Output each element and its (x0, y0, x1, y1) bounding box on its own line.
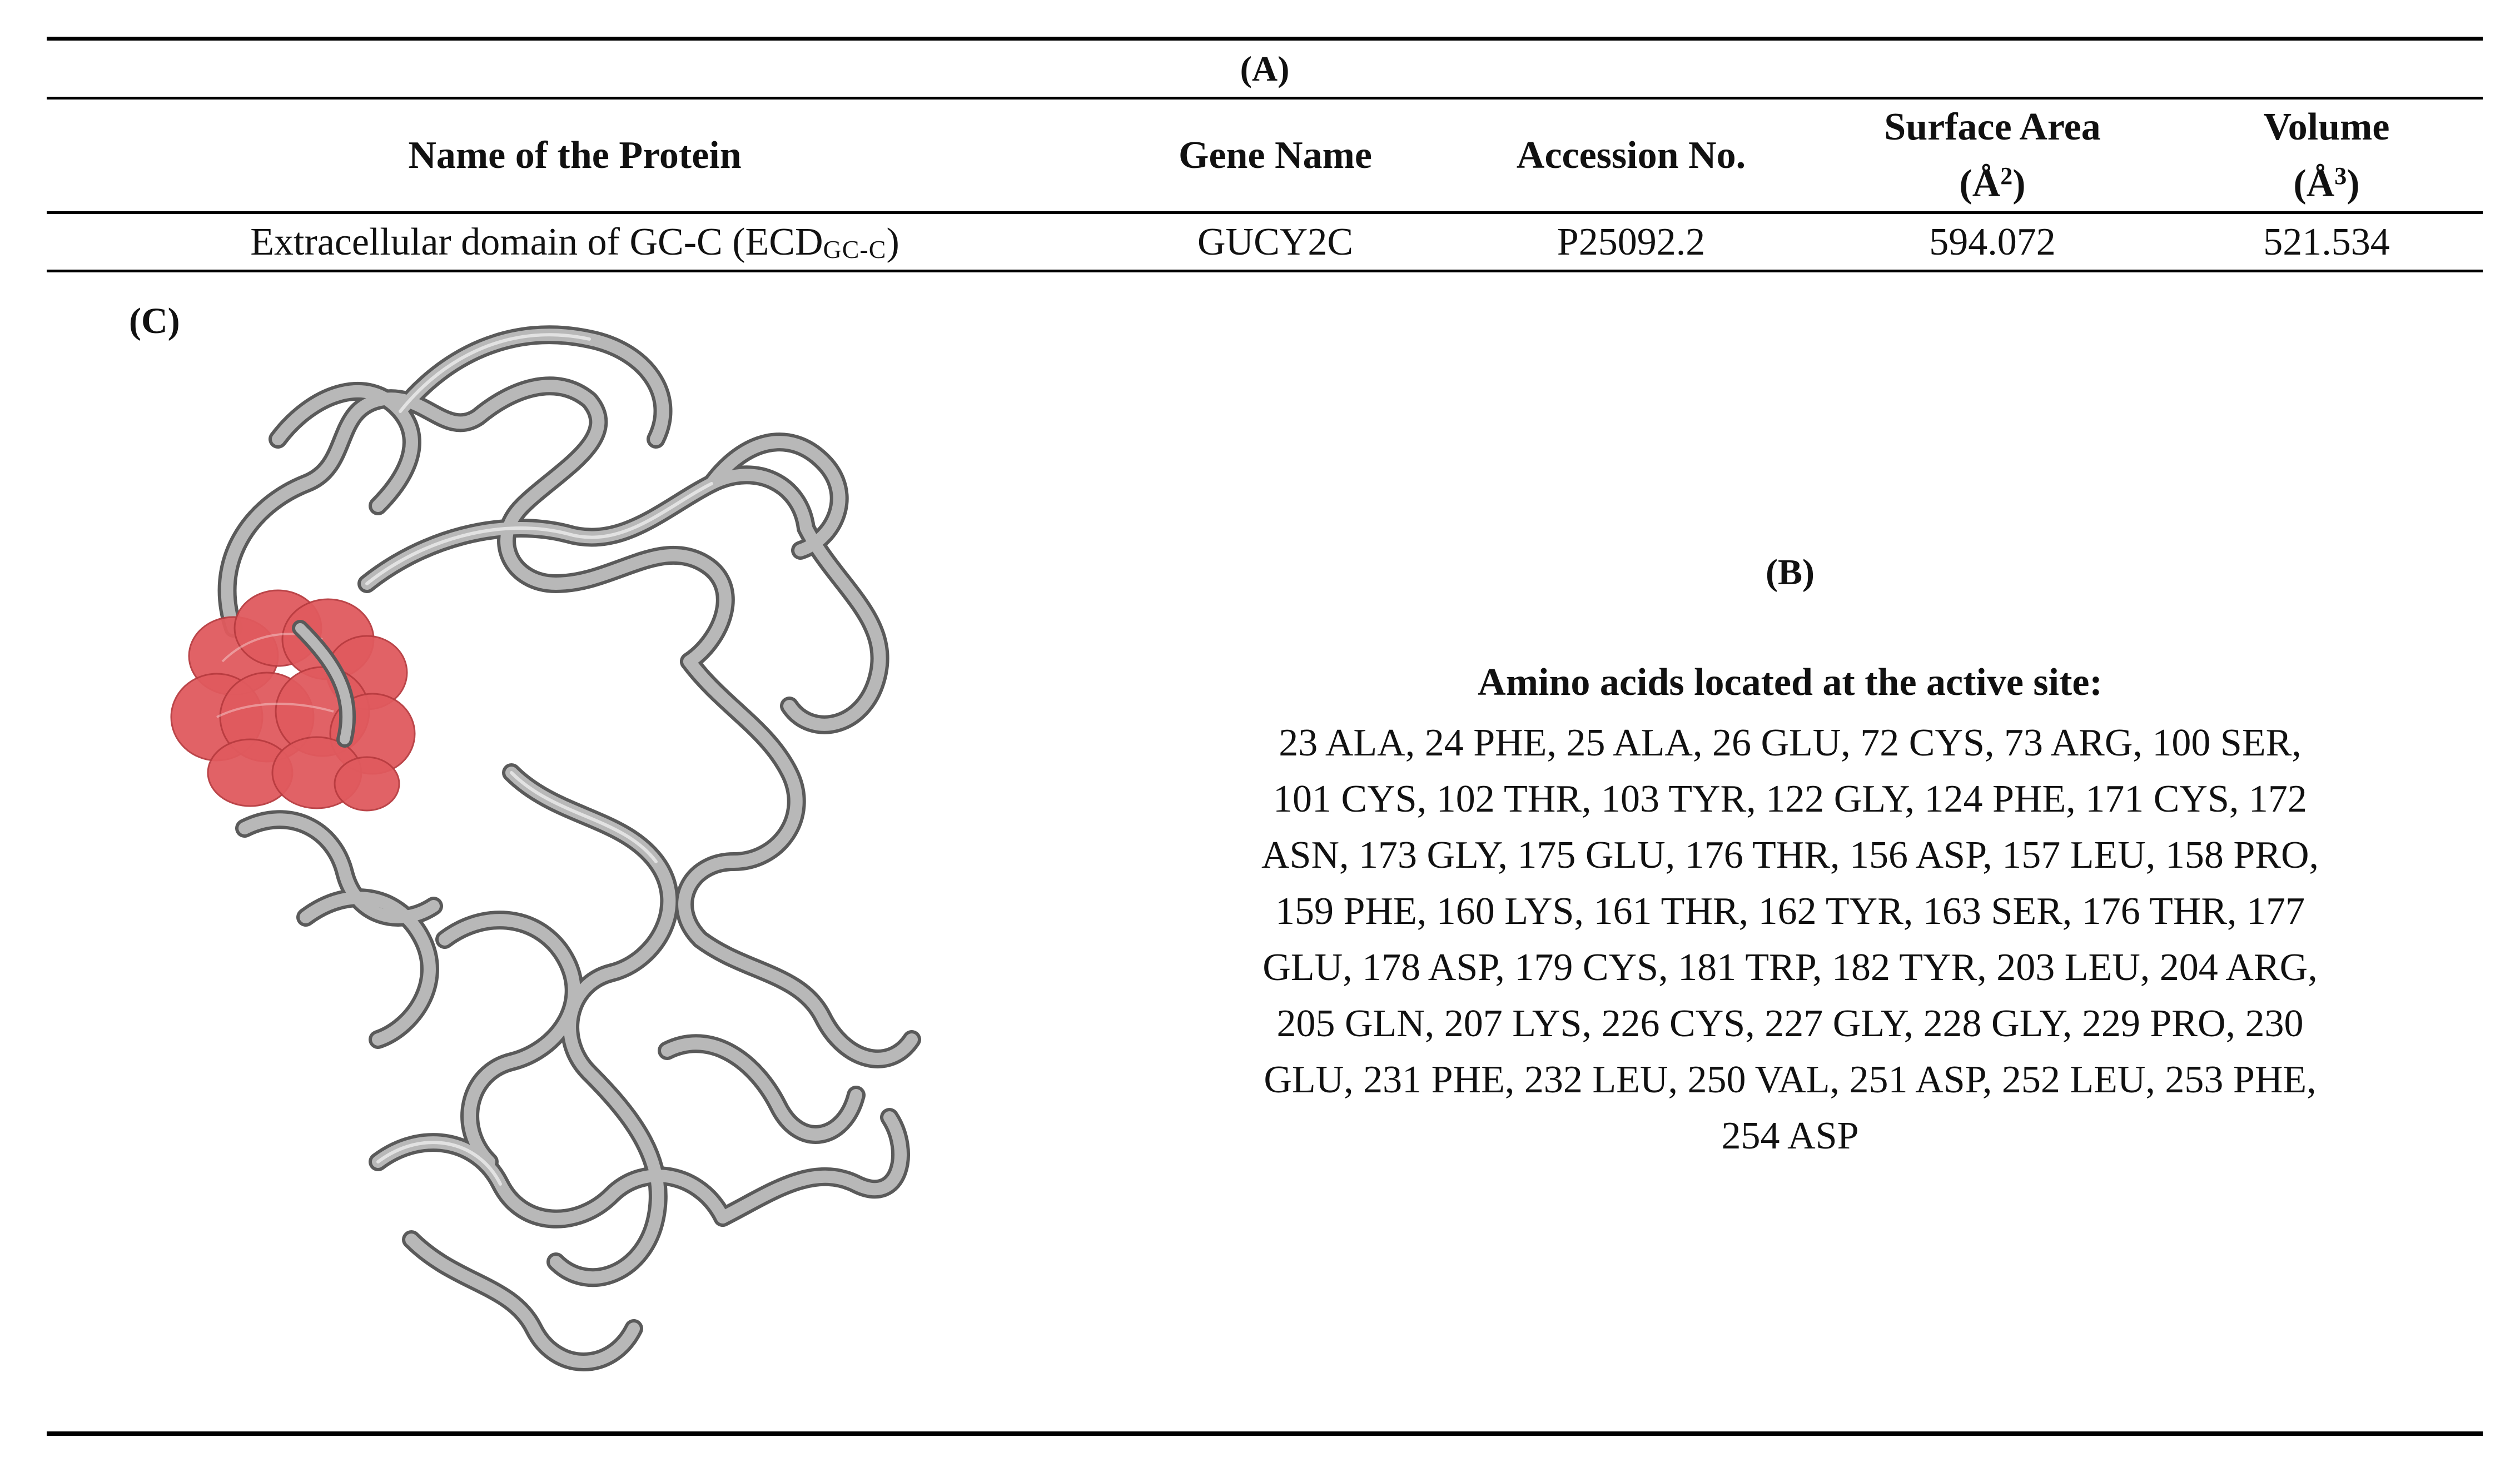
header-volume: Volume $(Å^3)$ (2170, 101, 2483, 210)
cell-protein-name: Extracellular domain of GC-C (ECDGC-C) (250, 221, 899, 263)
header-protein-name: Name of the Protein (408, 134, 742, 177)
protein-structure-image (167, 272, 978, 1423)
header-gene-name: Gene Name (1179, 134, 1372, 177)
panel-a-label: (A) (1240, 49, 1290, 88)
panel-b-label: (B) (1766, 552, 1815, 593)
active-site-title: Amino acids located at the active site: (1478, 661, 2103, 704)
residue-line: 23 ALA, 24 PHE, 25 ALA, 26 GLU, 72 CYS, 73 ARG, 100 SER, (1279, 722, 2302, 764)
active-site-residue-list (1106, 715, 2474, 1164)
residue-line: 101 CYS, 102 THR, 103 TYR, 122 GLY, 124 PHE, 171 CYS, 172 (1273, 778, 2307, 820)
cell-surface-area: 594.072 (1929, 221, 2056, 263)
header-accession: Accession No. (1516, 134, 1746, 177)
header-bottom-rule (47, 211, 2483, 214)
residue-line: 159 PHE, 160 LYS, 161 THR, 162 TYR, 163 SER, 176 THR, 177 (1275, 890, 2305, 933)
residue-line: ASN, 173 GLY, 175 GLU, 176 THR, 156 ASP, 157 LEU, 158 PRO, (1261, 834, 2319, 877)
protein-ribbon (227, 335, 912, 1362)
residue-line: 254 ASP (1721, 1115, 1859, 1157)
surface-area-unit: $(Å^2)$ (1959, 162, 2026, 205)
header-surface-area: Surface Area $(Å^2)$ (1815, 101, 2170, 210)
residue-line: GLU, 231 PHE, 232 LEU, 250 VAL, 251 ASP, 252 LEU, 253 PHE, (1264, 1058, 2317, 1101)
table-top-rule (47, 37, 2483, 41)
residue-line: GLU, 178 ASP, 179 CYS, 181 TRP, 182 TYR, 203 LEU, 204 ARG, (1263, 946, 2318, 989)
cell-volume: 521.534 (2263, 221, 2390, 263)
active-site-surface (171, 590, 415, 810)
cell-gene-name: GUCY2C (1197, 221, 1354, 263)
volume-unit: $(Å^3)$ (2293, 162, 2360, 205)
residue-line: 205 GLN, 207 LYS, 226 CYS, 227 GLY, 228 GLY, 229 PRO, 230 (1276, 1002, 2304, 1045)
table-bottom-rule (47, 1431, 2483, 1436)
cell-accession: P25092.2 (1557, 221, 1706, 263)
header-top-rule (47, 97, 2483, 100)
panel-c-label: (C) (129, 301, 180, 341)
